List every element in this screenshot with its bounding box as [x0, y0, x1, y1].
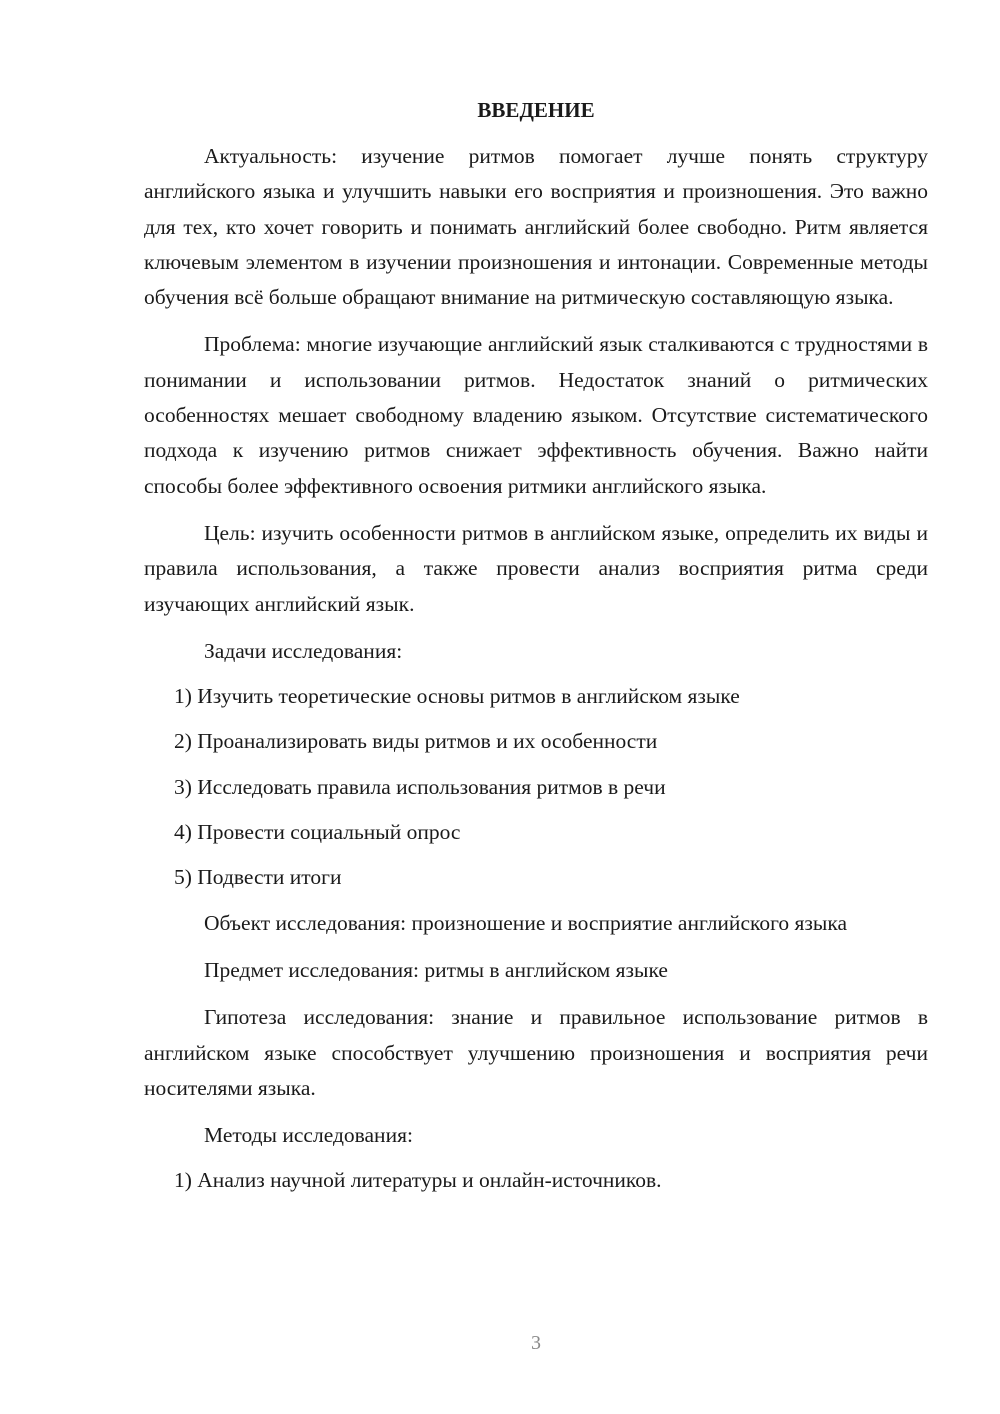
method-item: 1) Анализ научной литературы и онлайн-источников. [174, 1168, 662, 1193]
goal-paragraph: Цель: изучить особенности ритмов в английском языке, определить их виды и правила использования, а также провести анализ восприятия ритма среди изучающих английский язык. [144, 520, 928, 616]
task-item: 5) Подвести итоги [174, 865, 342, 890]
page-number: 3 [531, 1332, 541, 1354]
relevance-paragraph: Актуальность: изучение ритмов помогает лучше понять структуру английского языка и улучшить навыки его восприятия и произношения. Это важно для тех, кто хочет говорить и понимать английский более свободно. Ритм является ключевым элементом в изучении произношения и интонации. Современные методы обучения всё больше обращают внимание на ритмическую составляющую языка. [144, 144, 928, 310]
object-paragraph: Объект исследования: произношение и восприятие английского языка [204, 910, 847, 935]
section-title: ВВЕДЕНИЕ [477, 98, 595, 122]
subject-paragraph: Предмет исследования: ритмы в английском языке [204, 957, 668, 982]
task-item: 3) Исследовать правила использования ритмов в речи [174, 774, 666, 799]
page-content [144, 94, 928, 1209]
task-item: 4) Провести социальный опрос [174, 820, 461, 845]
methods-heading: Методы исследования: [204, 1123, 413, 1148]
tasks-heading: Задачи исследования: [204, 638, 403, 663]
task-item: 1) Изучить теоретические основы ритмов в английском языке [174, 684, 740, 709]
task-item: 2) Проанализировать виды ритмов и их особенности [174, 729, 658, 754]
hypothesis-paragraph: Гипотеза исследования: знание и правильное использование ритмов в английском языке способствует улучшению произношения и восприятия речи носителями языка. [144, 1005, 928, 1100]
problem-paragraph: Проблема: многие изучающие английский язык сталкиваются с трудностями в понимании и использовании ритмов. Недостаток знаний о ритмических особенностях мешает свободному владению языком. Отсутствие систематического подхода к изучению ритмов снижает эффективность обучения. Важно найти способы более эффективного освоения ритмики английского языка. [144, 332, 928, 498]
